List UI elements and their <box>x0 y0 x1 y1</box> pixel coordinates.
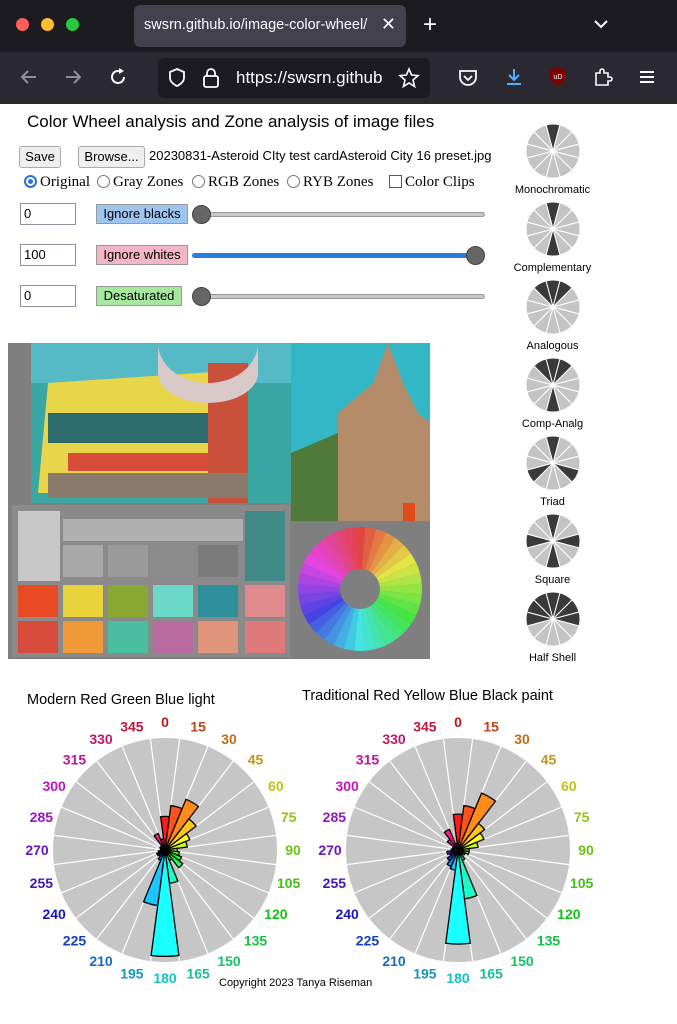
wheel-angle-label: 135 <box>243 932 268 949</box>
radio-original-label: Original <box>40 174 90 190</box>
radio-gray-zones-dot[interactable] <box>97 175 110 188</box>
wheel-angle-label: 45 <box>540 751 557 768</box>
wheel-angle-label: 120 <box>264 906 288 922</box>
scheme-comp-analg-label: Comp-Analg <box>521 418 584 430</box>
scheme-half-shell-icon[interactable] <box>524 590 582 648</box>
wheel-angle-label: 15 <box>483 718 499 735</box>
wheel-angle-label: 60 <box>561 778 577 794</box>
desaturated-button[interactable]: Desaturated <box>96 286 182 306</box>
scheme-triad[interactable] <box>505 434 600 508</box>
ignore-blacks-button[interactable]: Ignore blacks <box>96 204 188 224</box>
wheel-angle-label: 0 <box>161 714 169 730</box>
wheel-angle-label: 240 <box>42 906 66 922</box>
scheme-comp-analg-icon[interactable] <box>524 356 582 414</box>
menu-hamburger-icon[interactable] <box>637 67 657 87</box>
radio-rgb-zones[interactable] <box>192 174 279 191</box>
desaturated-input[interactable]: 0 <box>20 285 76 307</box>
wheel-angle-label: 345 <box>413 718 437 735</box>
scheme-monochromatic-icon[interactable] <box>524 122 582 180</box>
file-name: 20230831-Asteroid CIty test cardAsteroid City 16 preset.jpg <box>149 148 492 163</box>
shield-icon[interactable] <box>168 68 186 88</box>
tab-title: swsrn.github.io/image-color-wheel/ <box>144 17 368 33</box>
radio-original-dot[interactable] <box>24 175 37 188</box>
wheel-angle-label: 30 <box>221 731 237 748</box>
radio-original[interactable] <box>24 174 90 191</box>
wheel-angle-label: 165 <box>186 965 210 982</box>
ignore-blacks-slider[interactable] <box>200 212 485 217</box>
save-button[interactable]: Save <box>19 146 61 168</box>
pocket-icon[interactable] <box>457 67 479 89</box>
wheel-angle-label: 195 <box>413 965 437 982</box>
radio-gray-zones-label: Gray Zones <box>113 174 184 190</box>
page-title: Color Wheel analysis and Zone analysis of image files <box>27 112 435 131</box>
analyzed-image <box>8 343 430 659</box>
scheme-complementary[interactable] <box>505 200 600 274</box>
ignore-whites-slider[interactable] <box>192 253 477 258</box>
ryb-wheel-chart <box>300 702 600 986</box>
scheme-square-icon[interactable] <box>524 512 582 570</box>
wheel-angle-label: 90 <box>578 842 594 858</box>
wheel-angle-label: 315 <box>62 751 87 768</box>
wheel-angle-label: 300 <box>42 778 66 794</box>
color-clips-box[interactable] <box>389 175 402 188</box>
ignore-whites-button[interactable]: Ignore whites <box>96 245 188 265</box>
download-icon[interactable] <box>503 66 525 88</box>
wheel-angle-label: 270 <box>318 842 342 858</box>
wheel-angle-label: 105 <box>276 875 301 892</box>
rgb-wheel-title: Modern Red Green Blue light <box>27 692 215 708</box>
address-bar[interactable] <box>158 58 430 98</box>
close-window-icon[interactable] <box>16 18 29 31</box>
scheme-analogous-icon[interactable] <box>524 278 582 336</box>
chevron-down-icon[interactable] <box>592 15 610 33</box>
forward-arrow-icon[interactable] <box>62 66 84 88</box>
reload-icon[interactable] <box>107 66 129 88</box>
ignore-whites-input[interactable]: 100 <box>20 244 76 266</box>
wheel-angle-label: 195 <box>120 965 144 982</box>
browse-button[interactable]: Browse... <box>78 146 145 168</box>
radio-ryb-zones-label: RYB Zones <box>303 174 374 190</box>
ignore-whites-thumb[interactable] <box>466 246 485 265</box>
scheme-analogous-label: Analogous <box>526 340 579 352</box>
scheme-monochromatic[interactable] <box>505 122 600 196</box>
scheme-analogous[interactable] <box>505 278 600 352</box>
wheel-angle-label: 210 <box>382 952 406 969</box>
wheel-angle-label: 210 <box>89 952 113 969</box>
svg-text:uD: uD <box>553 74 563 81</box>
page-content <box>0 104 677 1024</box>
wheel-angle-label: 180 <box>153 970 177 986</box>
wheel-angle-label: 180 <box>446 970 470 986</box>
scheme-comp-analg[interactable] <box>505 356 600 430</box>
wheel-angle-label: 255 <box>29 875 54 892</box>
scheme-monochromatic-label: Monochromatic <box>514 184 591 196</box>
wheel-angle-label: 75 <box>573 808 590 825</box>
ublock-shield-icon[interactable] <box>548 66 568 88</box>
wheel-angle-label: 330 <box>89 731 113 748</box>
radio-rgb-zones-dot[interactable] <box>192 175 205 188</box>
wheel-angle-label: 0 <box>454 714 462 730</box>
wheel-angle-label: 150 <box>510 952 534 969</box>
back-arrow-icon[interactable] <box>18 66 40 88</box>
scheme-triad-label: Triad <box>540 496 565 508</box>
extensions-puzzle-icon[interactable] <box>592 66 614 88</box>
maximize-window-icon[interactable] <box>66 18 79 31</box>
wheel-angle-label: 285 <box>29 808 54 825</box>
wheel-angle-label: 75 <box>280 808 297 825</box>
scheme-half-shell-label: Half Shell <box>528 652 577 664</box>
ignore-blacks-thumb[interactable] <box>192 205 211 224</box>
bookmark-star-icon[interactable] <box>398 67 420 89</box>
wheel-angle-label: 105 <box>569 875 594 892</box>
copyright: Copyright 2023 Tanya Riseman <box>219 977 373 989</box>
wheel-angle-label: 315 <box>355 751 380 768</box>
ignore-blacks-input[interactable]: 0 <box>20 203 76 225</box>
wheel-angle-label: 255 <box>322 875 347 892</box>
scheme-square[interactable] <box>505 512 600 586</box>
wheel-angle-label: 270 <box>25 842 49 858</box>
color-clips-label: Color Clips <box>405 174 475 190</box>
desaturated-slider[interactable] <box>200 294 485 299</box>
scheme-square-label: Square <box>534 574 571 586</box>
wheel-angle-label: 285 <box>322 808 347 825</box>
wheel-angle-label: 120 <box>557 906 581 922</box>
radio-gray-zones[interactable] <box>97 174 183 191</box>
wheel-angle-label: 225 <box>62 932 87 949</box>
desaturated-thumb[interactable] <box>192 287 211 306</box>
radio-ryb-zones[interactable] <box>287 174 373 191</box>
wheel-angle-label: 345 <box>120 718 144 735</box>
wheel-angle-label: 150 <box>217 952 241 969</box>
wheel-angle-label: 240 <box>335 906 359 922</box>
minimize-window-icon[interactable] <box>41 18 54 31</box>
ryb-wheel-title: Traditional Red Yellow Blue Black paint <box>302 688 553 704</box>
new-tab-button[interactable]: + <box>423 11 438 38</box>
wheel-angle-label: 165 <box>479 965 503 982</box>
wheel-angle-label: 135 <box>536 932 561 949</box>
radio-ryb-zones-dot[interactable] <box>287 175 300 188</box>
scheme-half-shell[interactable] <box>505 590 600 664</box>
scheme-complementary-icon[interactable] <box>524 200 582 258</box>
color-clips-checkbox[interactable] <box>389 174 475 191</box>
wheel-angle-label: 300 <box>335 778 359 794</box>
browser-tab[interactable] <box>134 5 406 47</box>
wheel-angle-label: 15 <box>190 718 206 735</box>
wheel-angle-label: 90 <box>285 842 301 858</box>
wheel-angle-label: 330 <box>382 731 406 748</box>
navigation-bar <box>0 52 677 104</box>
wheel-angle-label: 30 <box>514 731 530 748</box>
lock-icon <box>202 67 220 89</box>
scheme-complementary-label: Complementary <box>513 262 592 274</box>
radio-rgb-zones-label: RGB Zones <box>208 174 280 190</box>
tab-close-icon[interactable]: ✕ <box>380 14 396 34</box>
url-text: https://swsrn.github <box>236 68 383 87</box>
wheel-angle-label: 60 <box>268 778 284 794</box>
scheme-triad-icon[interactable] <box>524 434 582 492</box>
wheel-angle-label: 225 <box>355 932 380 949</box>
tab-bar <box>0 0 677 52</box>
wheel-angle-label: 45 <box>247 751 264 768</box>
